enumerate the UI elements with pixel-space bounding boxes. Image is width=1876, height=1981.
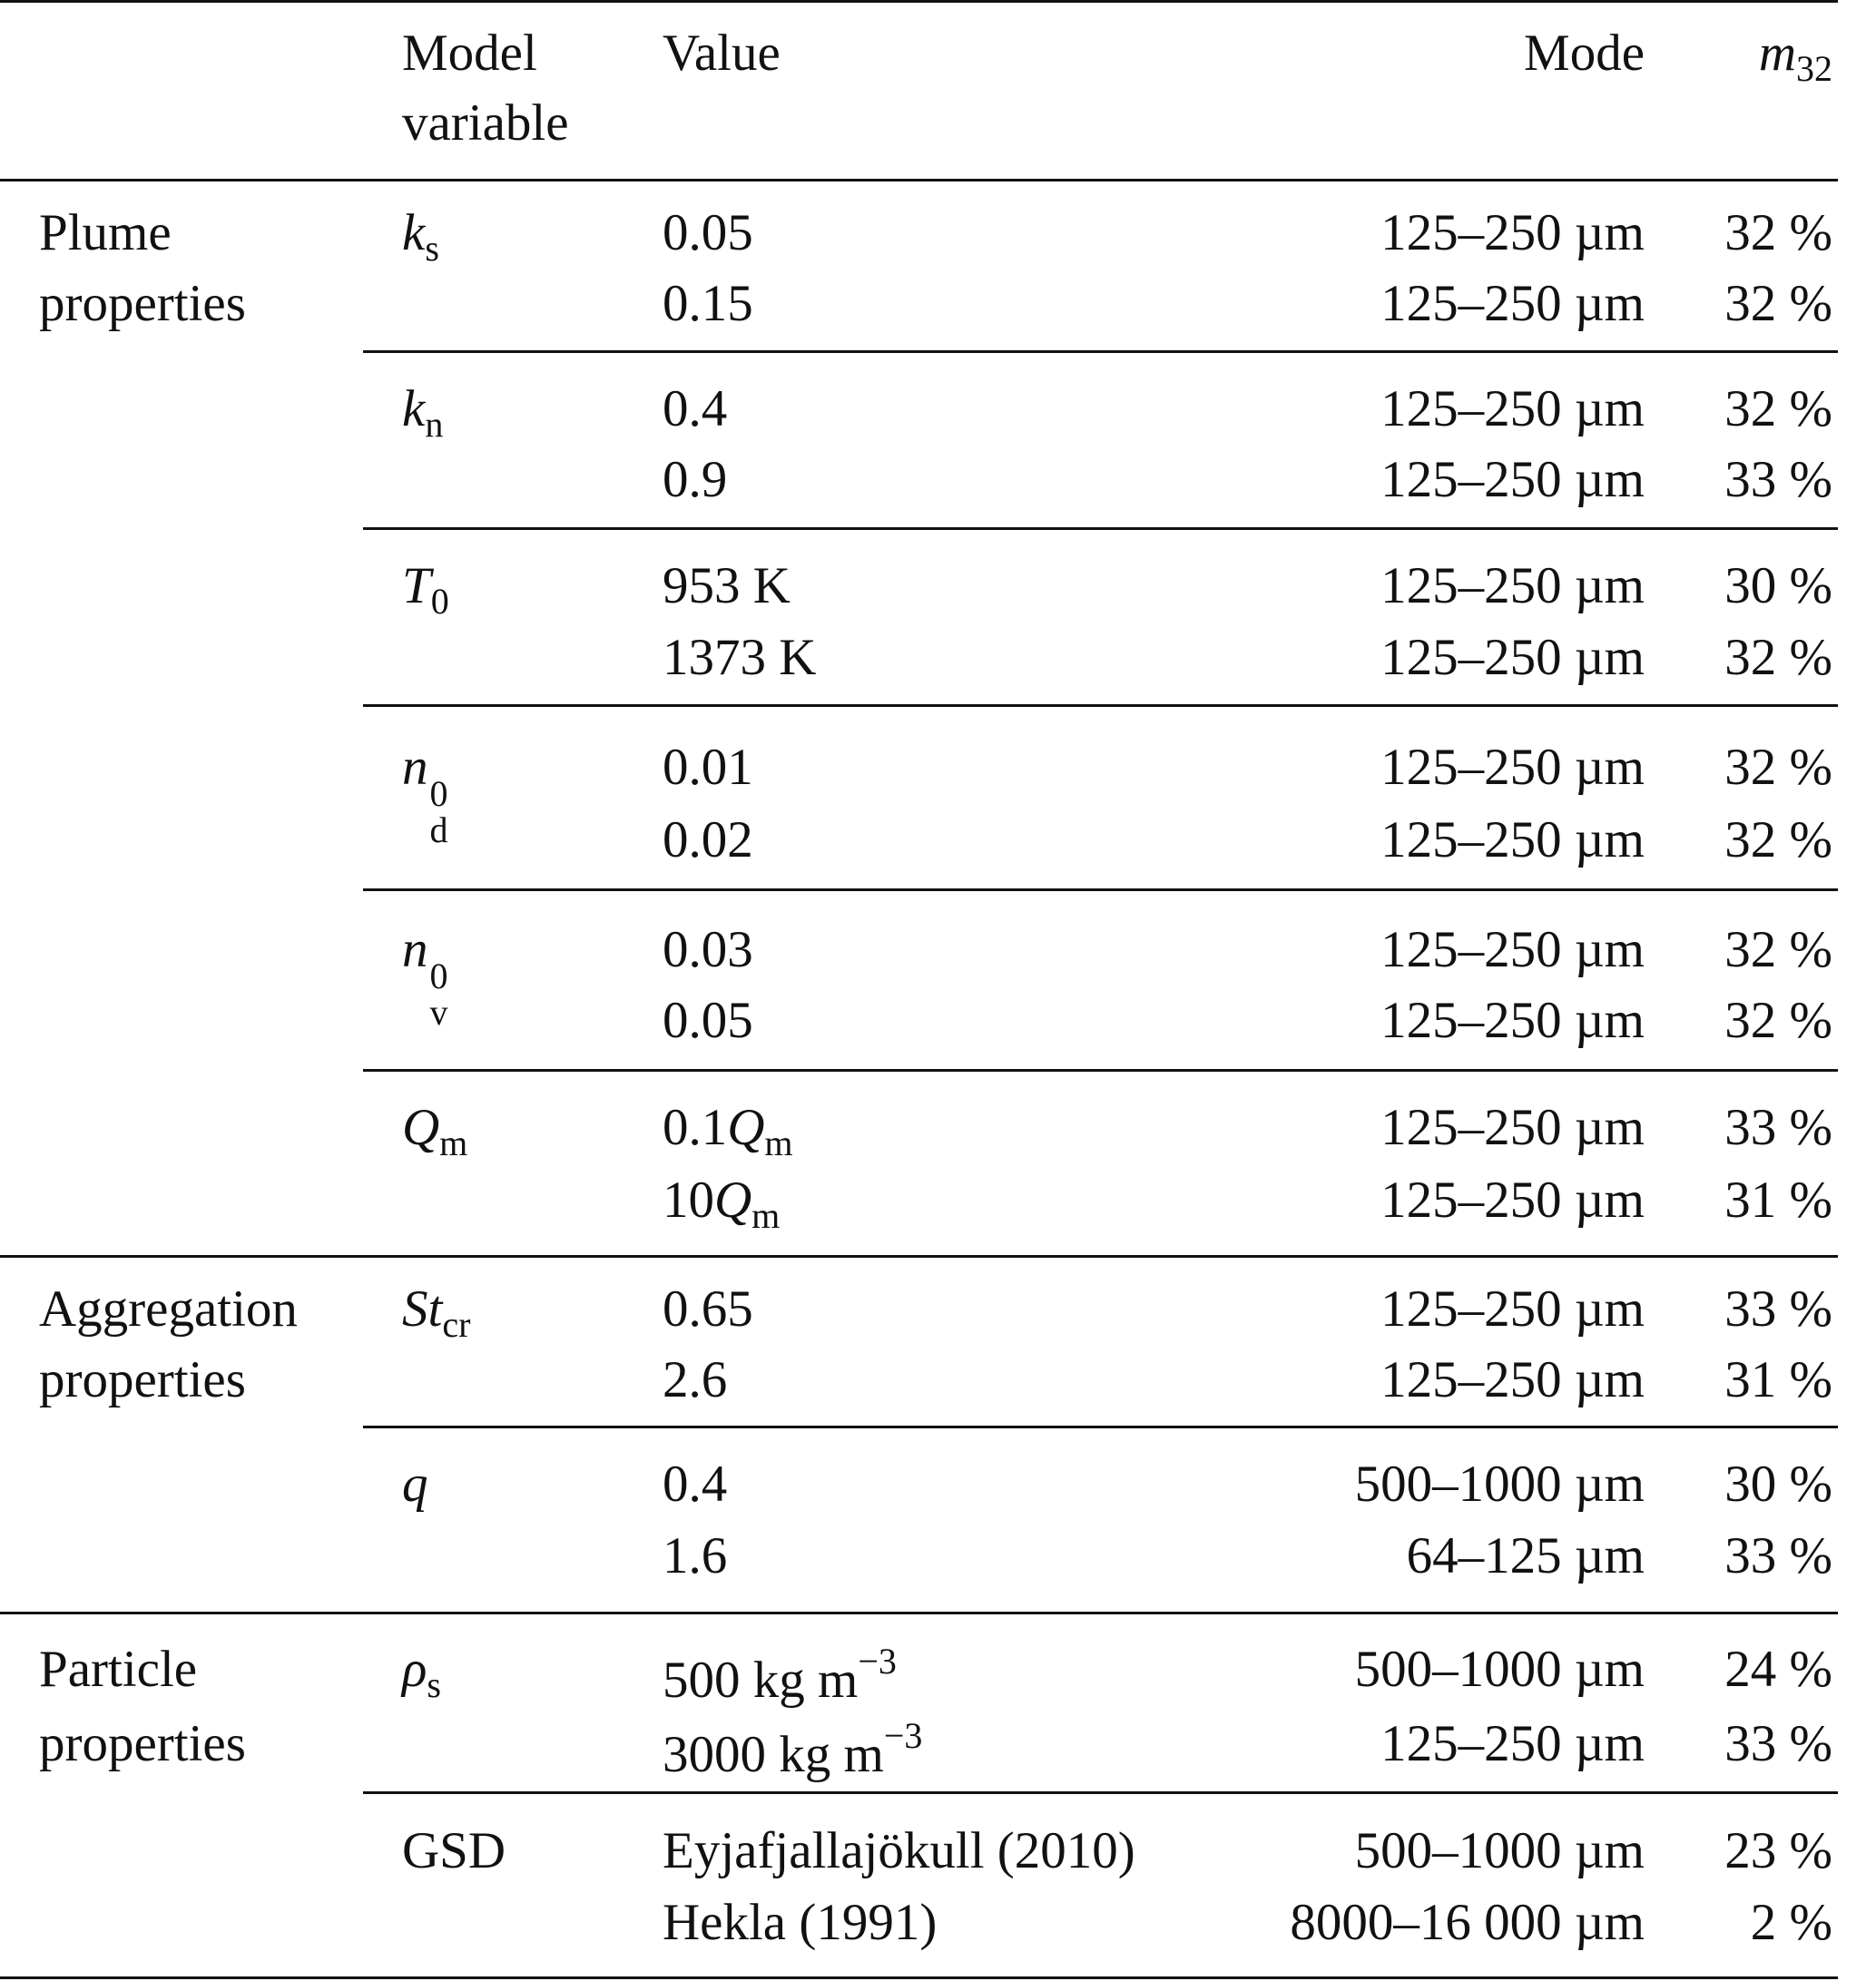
value-cell: 2.6	[663, 1351, 728, 1408]
value-cell: 0.01	[663, 739, 753, 796]
mode-cell: 64–125 µm	[1406, 1527, 1645, 1584]
variable-GSD: GSD	[402, 1822, 506, 1879]
mode-cell: 125–250 µm	[1380, 1351, 1645, 1408]
variable-rhos: $\rho_s$	[402, 1641, 441, 1705]
mode-cell: 125–250 µm	[1380, 739, 1645, 796]
m32-cell: 32 %	[1724, 811, 1832, 868]
group-label-aggregation-line2: properties	[39, 1351, 246, 1408]
mode-cell: 125–250 µm	[1380, 1280, 1645, 1338]
value-cell: 0.4	[663, 1456, 728, 1513]
mode-cell: 125–250 µm	[1380, 380, 1645, 437]
mode-cell: 125–250 µm	[1380, 1715, 1645, 1772]
mode-cell: 500–1000 µm	[1354, 1641, 1645, 1698]
mode-cell: 125–250 µm	[1380, 275, 1645, 332]
m32-cell: 31 %	[1724, 1172, 1832, 1229]
m32-cell: 32 %	[1724, 275, 1832, 332]
value-cell: 1.6	[663, 1527, 728, 1584]
sub-rule-GSD	[363, 1791, 1838, 1794]
mode-cell: 125–250 µm	[1380, 204, 1645, 261]
value-cell: 500 kg $m^{-3}$	[663, 1641, 897, 1709]
value-cell: $0.1Q_m$	[663, 1099, 793, 1163]
m32-cell: 30 %	[1724, 557, 1832, 614]
header-model-variable-line2: variable	[402, 94, 569, 152]
variable-Stcr: $St_{cr}$	[402, 1280, 471, 1345]
header-value: Value	[663, 25, 781, 82]
m32-cell: 30 %	[1724, 1456, 1832, 1513]
value-cell: 0.65	[663, 1280, 753, 1338]
value-cell: Hekla (1991)	[663, 1894, 938, 1951]
header-m32	[1759, 27, 1832, 87]
sub-rule-nd0	[363, 704, 1838, 707]
mode-cell: 125–250 µm	[1380, 557, 1645, 614]
mode-cell: 500–1000 µm	[1354, 1822, 1645, 1879]
variable-nd0: n 0 d	[402, 739, 448, 850]
mode-cell: 125–250 µm	[1380, 629, 1645, 686]
m32-cell: 32 %	[1724, 629, 1832, 686]
mode-cell: 500–1000 µm	[1354, 1456, 1645, 1513]
m32-cell: 23 %	[1724, 1822, 1832, 1879]
top-rule	[0, 0, 1838, 3]
mode-cell: 125–250 µm	[1380, 811, 1645, 868]
m32-cell: 32 %	[1724, 380, 1832, 437]
m32-cell: 32 %	[1724, 204, 1832, 261]
group-label-particle-line1: Particle	[39, 1641, 198, 1698]
m32-cell: 32 %	[1724, 921, 1832, 978]
group-label-plume-line1: Plume	[39, 204, 172, 261]
group-rule-aggregation	[0, 1255, 1838, 1258]
m32-cell: 24 %	[1724, 1641, 1832, 1698]
m32-cell: 33 %	[1724, 1527, 1832, 1584]
value-cell: 0.15	[663, 275, 753, 332]
variable-kn: $k_n$	[402, 380, 444, 445]
m32-subscript: 32	[1796, 48, 1832, 89]
m32-cell: 33 %	[1724, 451, 1832, 508]
mode-cell: 125–250 µm	[1380, 1172, 1645, 1229]
m32-symbol: m	[1758, 25, 1796, 82]
sub-rule-kn	[363, 350, 1838, 353]
value-cell: 0.05	[663, 992, 753, 1049]
m32-cell: 32 %	[1724, 992, 1832, 1049]
sub-rule-Qm	[363, 1069, 1838, 1072]
group-rule-particle	[0, 1612, 1838, 1614]
mode-cell: 125–250 µm	[1380, 992, 1645, 1049]
value-cell: 0.4	[663, 380, 728, 437]
m32-cell: 2 %	[1750, 1894, 1832, 1951]
value-cell: $10Q_m$	[663, 1172, 781, 1236]
mode-cell: 125–250 µm	[1380, 921, 1645, 978]
group-label-aggregation-line1: Aggregation	[39, 1280, 298, 1338]
m32-cell: 32 %	[1724, 739, 1832, 796]
m32-cell: 33 %	[1724, 1715, 1832, 1772]
mode-cell: 125–250 µm	[1380, 451, 1645, 508]
bottom-rule	[0, 1976, 1838, 1979]
header-rule	[0, 179, 1838, 181]
header-model-variable-line1: Model	[402, 25, 537, 82]
value-cell: 3000 kg $m^{-3}$	[663, 1715, 923, 1783]
mode-cell: 125–250 µm	[1380, 1099, 1645, 1156]
value-cell: 0.02	[663, 811, 753, 868]
variable-q: q	[402, 1456, 428, 1513]
header-mode: Mode	[1524, 25, 1645, 82]
variable-Qm: $Q_m$	[402, 1099, 468, 1163]
variable-ks: $k_s$	[402, 204, 439, 269]
sub-rule-T0	[363, 527, 1838, 530]
group-label-plume-line2: properties	[39, 275, 246, 332]
group-label-particle-line2: properties	[39, 1715, 246, 1772]
value-cell: 0.9	[663, 451, 728, 508]
m32-cell: 33 %	[1724, 1280, 1832, 1338]
sub-rule-q	[363, 1426, 1838, 1428]
m32-cell: 31 %	[1724, 1351, 1832, 1408]
m32-cell: 33 %	[1724, 1099, 1832, 1156]
variable-nv0: n 0 v	[402, 921, 448, 1033]
mode-cell: 8000–16 000 µm	[1290, 1894, 1645, 1951]
sub-rule-nv0	[363, 888, 1838, 891]
value-cell: 953 K	[663, 557, 791, 614]
value-cell: Eyjafjallajökull (2010)	[663, 1822, 1135, 1879]
value-cell: 0.05	[663, 204, 753, 261]
value-cell: 1373 K	[663, 629, 817, 686]
value-cell: 0.03	[663, 921, 753, 978]
variable-T0: $T_0$	[402, 557, 449, 622]
